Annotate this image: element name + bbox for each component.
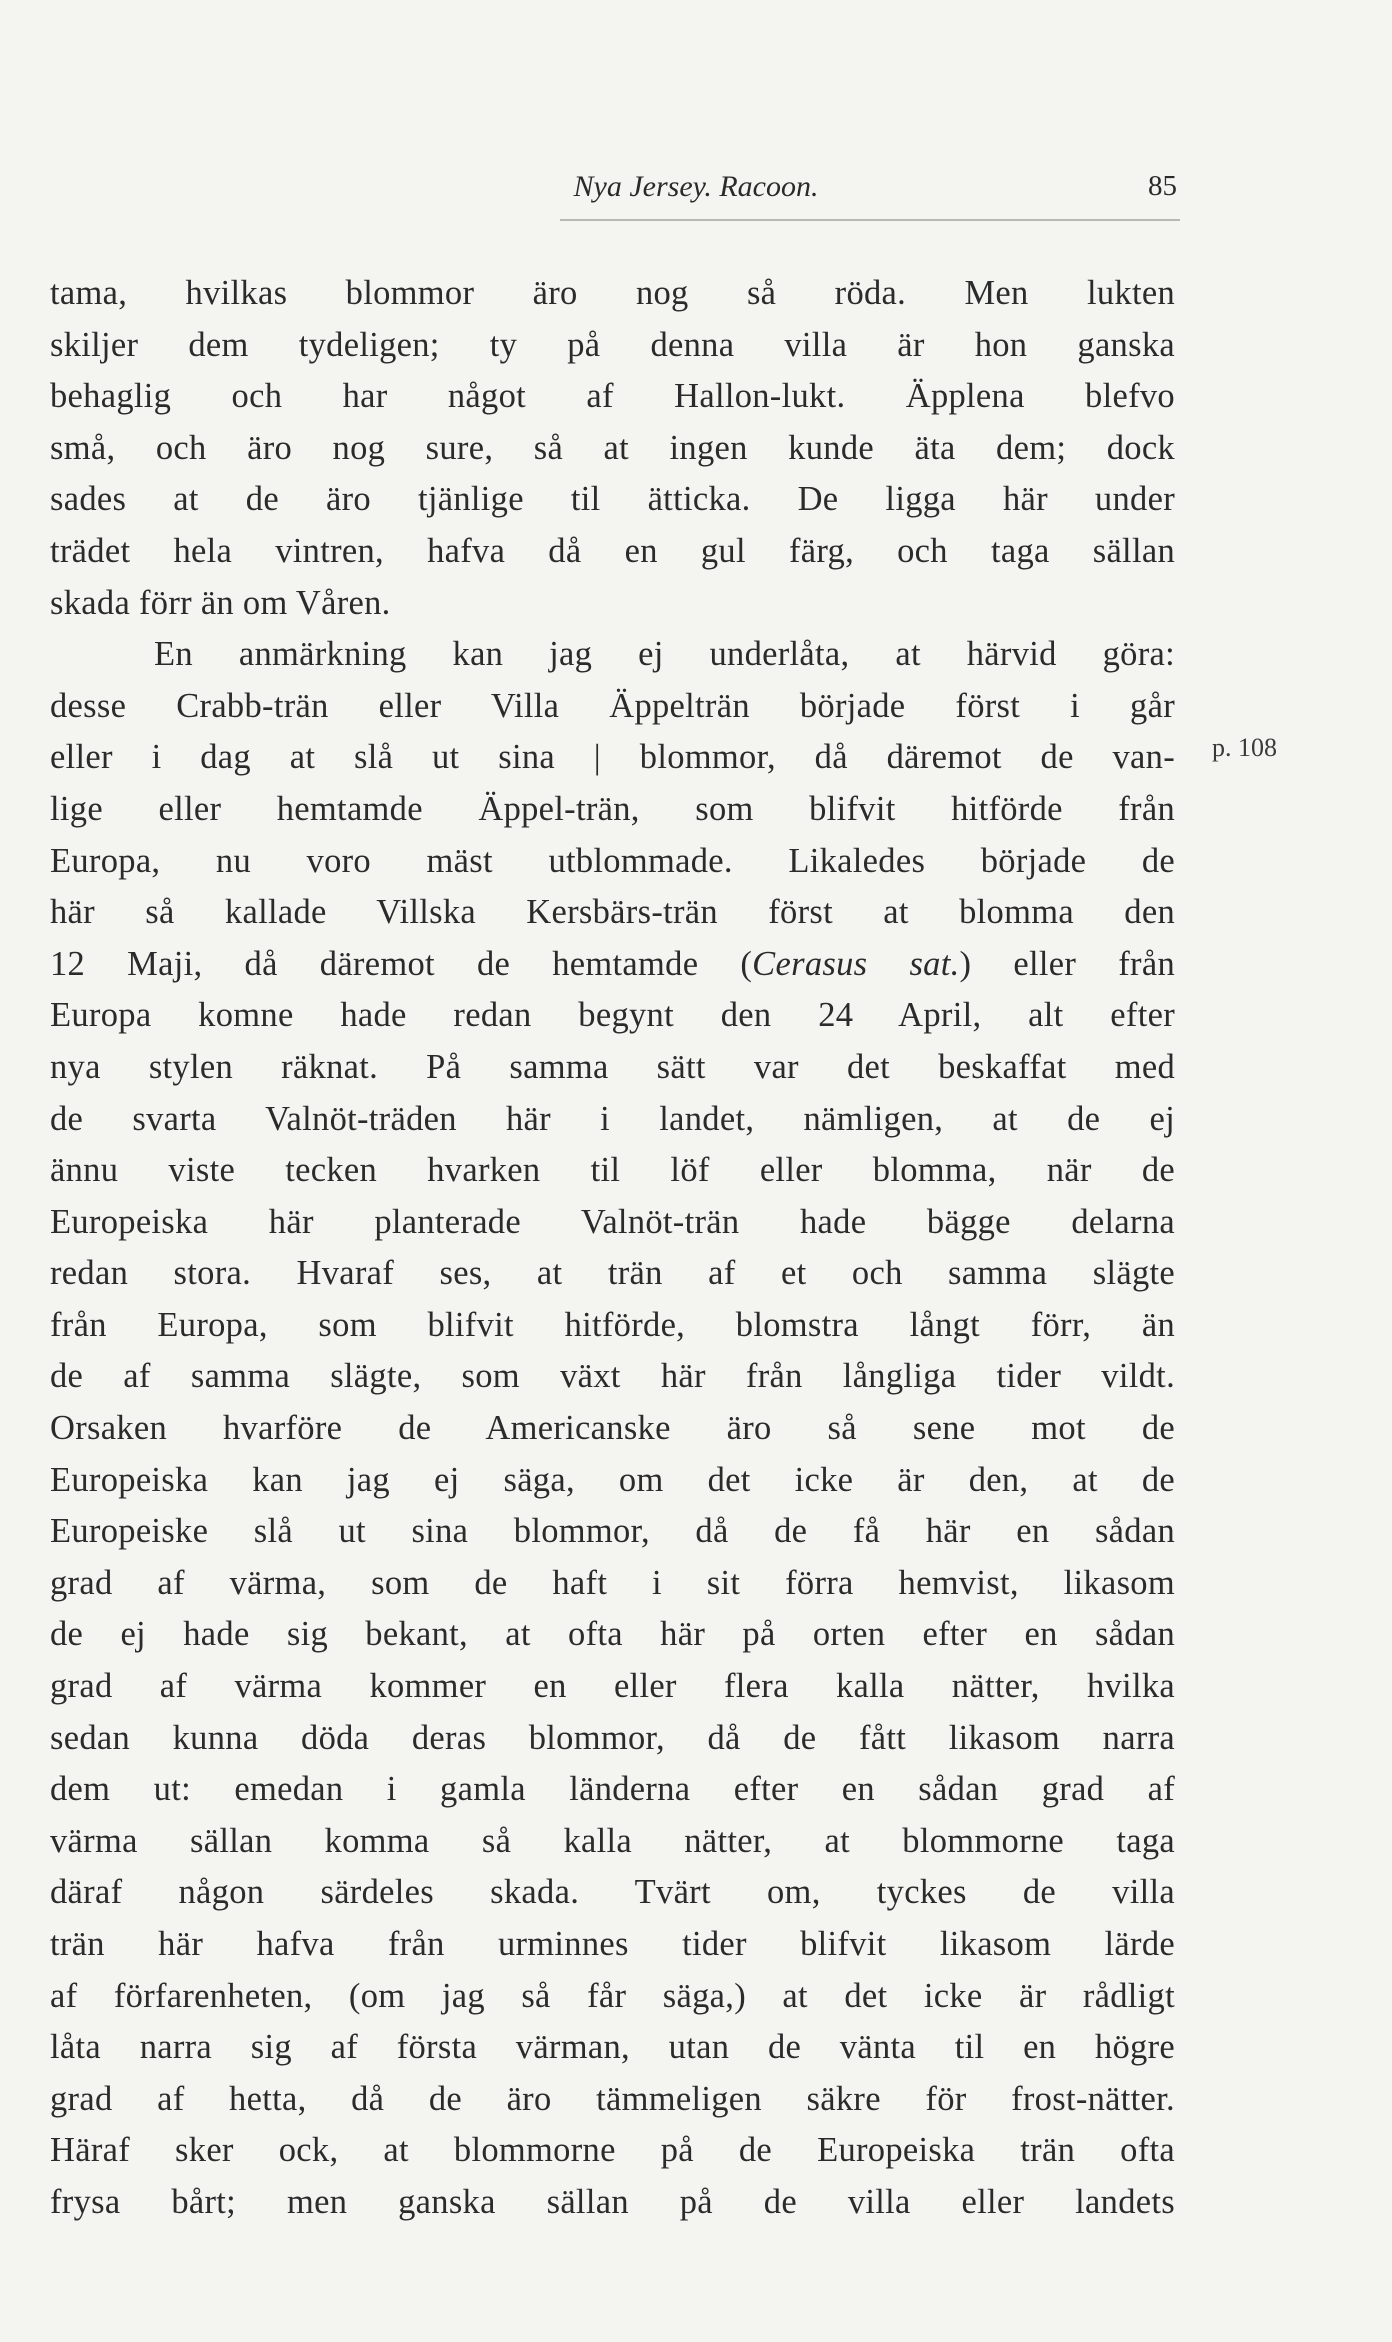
text-line: de af samma slägte, som växt här från långliga tider vildt. (50, 1357, 1175, 1396)
latin-term: Cerasus sat. (752, 944, 960, 983)
text-line: små, och äro nog sure, så at ingen kunde äta dem; dock (50, 428, 1175, 467)
text-line: ännu viste tecken hvarken til löf eller blomma, när de (50, 1151, 1175, 1190)
text-line: sedan kunna döda deras blommor, då de fått likasom narra (50, 1718, 1175, 1757)
text-line: tama, hvilkas blommor äro nog så röda. Men lukten (50, 274, 1175, 312)
text-line: nya stylen räknat. På samma sätt var det beskaffat med (50, 1047, 1175, 1086)
text-line: Häraf sker ock, at blommorne på de Europeiska trän ofta (50, 2131, 1175, 2170)
text-line: lige eller hemtamde Äppel-trän, som blifvit hitförde från (50, 789, 1175, 828)
text-line: de svarta Valnöt-träden här i landet, nämligen, at de ej (50, 1099, 1175, 1138)
text-line: grad af hetta, då de äro tämmeligen säkre för frost-nätter. (50, 2079, 1175, 2118)
text-line: de ej hade sig bekant, at ofta här på orten efter en sådan (50, 1615, 1175, 1654)
text-line: 12 Maji, då däremot de hemtamde (Cerasus sat.) eller från (50, 944, 1176, 983)
text-line: Europeiska kan jag ej säga, om det icke är den, at de (50, 1460, 1175, 1499)
text-line: däraf någon särdeles skada. Tvärt om, tyckes de villa (50, 1873, 1175, 1912)
text-line: frysa bårt; men ganska sällan på de villa eller landets (50, 2182, 1175, 2221)
text-line: Europeiske slå ut sina blommor, då de få här en sådan (50, 1512, 1175, 1551)
header-rule (560, 219, 1180, 221)
text-line: Orsaken hvarföre de Americanske äro så sene mot de (50, 1409, 1175, 1448)
running-head (0, 166, 1392, 216)
text-line: Europa komne hade redan begynt den 24 April, alt efter (50, 996, 1175, 1035)
text-line: eller i dag at slå ut sina | blommor, då däremot de van- (50, 738, 1175, 777)
text-line: låta narra sig af första värman, utan de vänta til en högre (50, 2028, 1175, 2067)
text-line: grad af värma kommer en eller flera kalla nätter, hvilka (50, 1667, 1175, 1706)
text-line: från Europa, som blifvit hitförde, blomstra långt förr, än (50, 1305, 1175, 1344)
text-line: af förfarenheten, (om jag så får säga,) at det icke är rådligt (50, 1976, 1175, 2015)
running-head-title: Nya Jersey. Racoon. (573, 170, 819, 203)
text-line: värma sällan komma så kalla nätter, at blommorne taga (50, 1821, 1175, 1860)
text-line: skada förr än om Våren. (50, 583, 391, 622)
text-line: redan stora. Hvaraf ses, at trän af et och samma slägte (50, 1254, 1175, 1293)
page-number: 85 (1148, 170, 1177, 202)
text-line: trän här hafva från urminnes tider blifvit likasom lärde (50, 1925, 1175, 1963)
text-line: Europeiska här planterade Valnöt-trän hade bägge delarna (50, 1202, 1175, 1241)
text-line: Europa, nu voro mäst utblommade. Likaledes började de (50, 841, 1175, 880)
text-line: behaglig och har något af Hallon-lukt. Äpplena blefvo (50, 377, 1175, 416)
text-line: En anmärkning kan jag ej underlåta, at härvid göra: (154, 635, 1175, 674)
text-line: dem ut: emedan i gamla länderna efter en sådan grad af (50, 1770, 1175, 1809)
body-text (50, 268, 1175, 2229)
text-line: grad af värma, som de haft i sit förra hemvist, likasom (50, 1563, 1175, 1602)
margin-page-reference: p. 108 (1212, 733, 1277, 762)
text-line: trädet hela vintren, hafva då en gul färg, och taga sällan (50, 531, 1175, 570)
text-line: skiljer dem tydeligen; ty på denna villa är hon ganska (50, 325, 1175, 364)
text-line: här så kallade Villska Kersbärs-trän först at blomma den (50, 893, 1175, 932)
text-line: desse Crabb-trän eller Villa Äppelträn började först i går (50, 686, 1175, 725)
text-line: sades at de äro tjänlige til ätticka. De ligga här under (50, 480, 1175, 519)
